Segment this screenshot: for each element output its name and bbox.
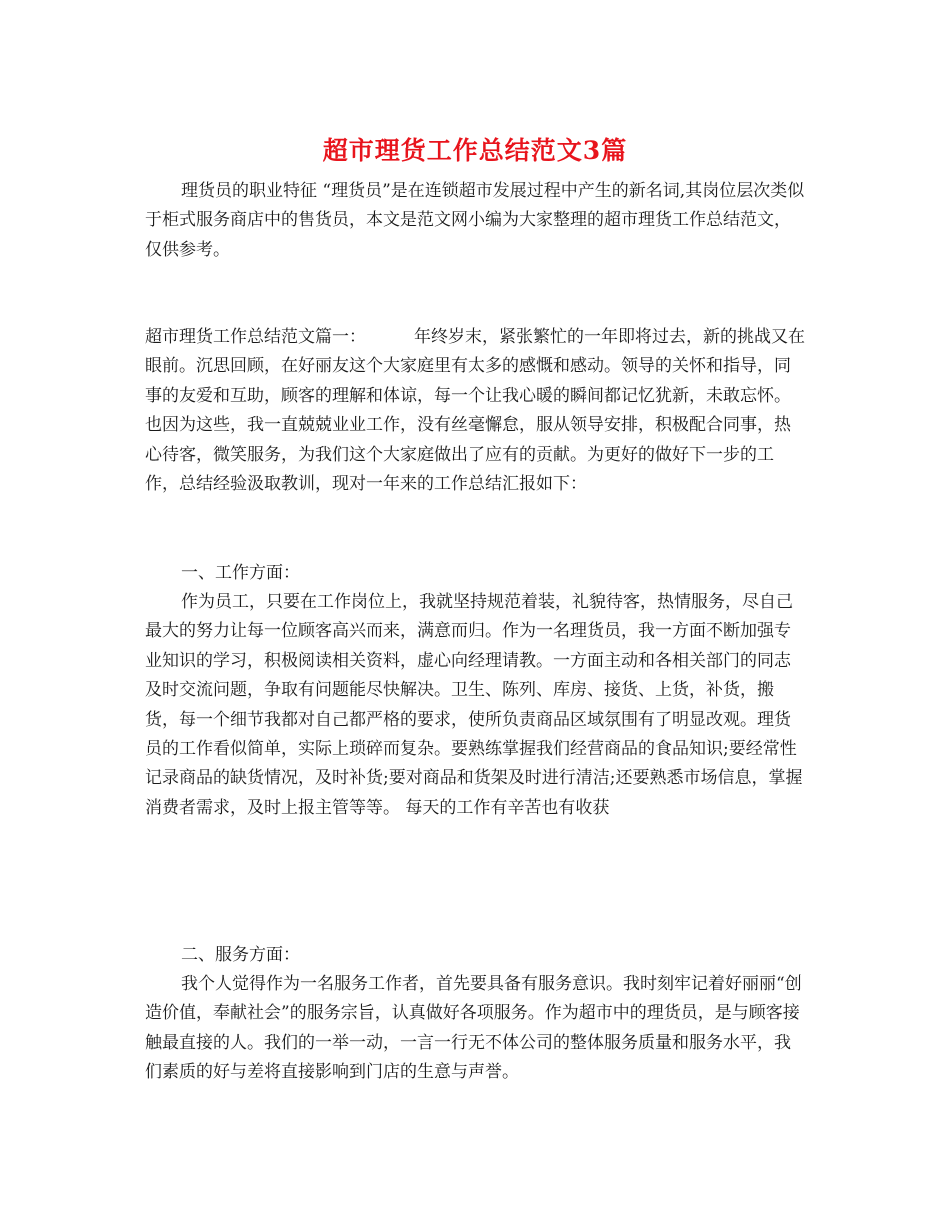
- work-paragraph: 作为员工，只要在工作岗位上，我就坚持规范着装，礼貌待客，热情服务，尽自己最大的努力让每一位顾客高兴而来，满意而归。作为一名理货员，我一方面不断加强专业知识的学习，积极阅读相关资料，虚心向经理请教。一方面主动和各相关部门的同志及时交流问题，争取有问题能尽快解决。卫生、陈列、库房、接货、上货，补货，搬货，每一个细节我都对自己都严格的要求，使所负责商品区域氛围有了明显改观。理货员的工作看似简单，实际上琐碎而复杂。要熟练掌握我们经营商品的食品知识;要经常性记录商品的缺货情况，及时补货;要对商品和货架及时进行清洁;还要熟悉市场信息，掌握消费者需求，及时上报主管等等。 每天的工作有辛苦也有收获: [145, 592, 803, 818]
- service-paragraph: 我个人觉得作为一名服务工作者，首先要具备有服务意识。我时刻牢记着好丽丽“创造价值，奉献社会”的服务宗旨，认真做好各项服务。作为超市中的理货员，是与顾客接触最直接的人。我们的一举一动，一言一行无不体公司的整体服务质量和服务水平，我们素质的好与差将直接影响到门店的生意与声誉。: [145, 974, 802, 1083]
- heading-service: 二、服务方面：: [181, 945, 300, 965]
- section1-label: 超市理货工作总结范文篇一：: [145, 327, 366, 347]
- section1-text: 年终岁末，紧张繁忙的一年即将过去，新的挑战又在眼前。沉思回顾，在好丽友这个大家庭里有太多的感慨和感动。领导的关怀和指导，同事的友爱和互助，顾客的理解和体谅，每一个让我心暖的瞬间都记忆犹新，未敢忘怀。也因为这些，我一直兢兢业业工作，没有丝毫懈怠，服从领导安排，积极配合同事，热心待客，微笑服务，为我们这个大家庭做出了应有的贡献。为更好的做好下一步的工作，总结经验汲取教训，现对一年来的工作总结汇报如下：: [145, 327, 805, 495]
- document-title: 超市理货工作总结范文3篇: [322, 136, 628, 165]
- section1-paragraph: [145, 323, 805, 499]
- heading-work: 一、工作方面：: [181, 563, 300, 583]
- intro-paragraph: 理货员的职业特征 “理货员”是在连锁超市发展过程中产生的新名词,其岗位层次类似于柜式服务商店中的售货员，本文是范文网小编为大家整理的超市理货工作总结范文，仅供参考。: [145, 181, 805, 260]
